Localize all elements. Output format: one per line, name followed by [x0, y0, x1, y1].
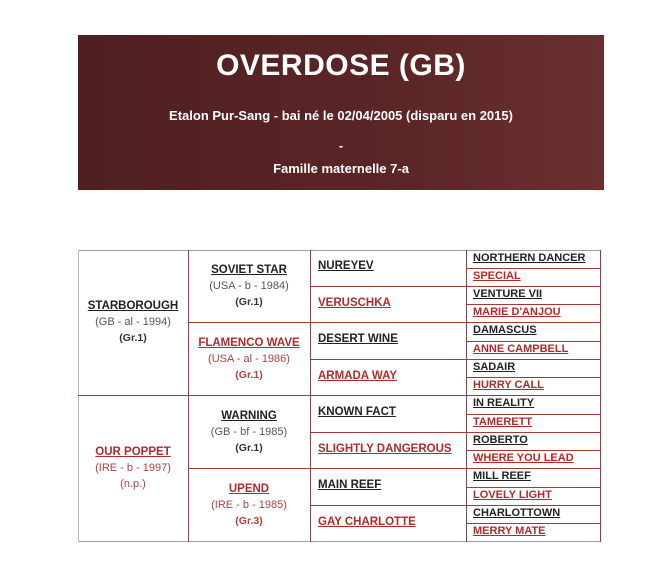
row-divider-q1 [188, 322, 601, 323]
dam-info: (IRE - b - 1997) [95, 462, 171, 474]
gen4-ancestor-14[interactable]: LOVELY LIGHT [473, 489, 552, 501]
gen4-ancestor-15[interactable]: CHARLOTTOWN [473, 507, 561, 519]
gen4-ancestor-16[interactable]: MERRY MATE [473, 525, 546, 537]
sire-name[interactable]: STARBOROUGH [87, 300, 179, 312]
gen4-ancestor-12[interactable]: WHERE YOU LEAD [473, 452, 574, 464]
gen3-ancestor-2[interactable]: VERUSCHKA [318, 297, 391, 309]
col-divider-3 [466, 250, 467, 542]
gen4-ancestor-2[interactable]: SPECIAL [473, 270, 521, 282]
gen3-ancestor-7[interactable]: MAIN REEF [318, 479, 382, 491]
gen4-ancestor-1[interactable]: NORTHERN DANCER [473, 252, 586, 264]
gen4-ancestor-13[interactable]: MILL REEF [473, 470, 531, 482]
dam-dam-cell [188, 481, 310, 529]
dam-grade: (n.p.) [120, 478, 146, 490]
sire-cell [78, 298, 188, 346]
dam-dam-name[interactable]: UPEND [228, 483, 270, 495]
top-border [78, 250, 601, 251]
dam-sire-info: (GB - bf - 1985) [210, 426, 288, 438]
row-divider-s1 [466, 268, 601, 269]
sire-info: (GB - al - 1994) [95, 316, 171, 328]
sire-dam-cell [188, 335, 310, 383]
header-banner [78, 35, 604, 190]
gen4-ancestor-3[interactable]: VENTURE VII [473, 288, 543, 300]
separator: - [338, 138, 344, 153]
sire-dam-info: (USA - al - 1986) [208, 353, 290, 365]
gen3-ancestor-3[interactable]: DESERT WINE [318, 333, 398, 345]
dam-sire-cell [188, 408, 310, 456]
bottom-border [78, 541, 601, 542]
sire-grade: (Gr.1) [119, 332, 147, 344]
page-title: OVERDOSE (GB) [216, 49, 466, 82]
row-divider-q3 [188, 468, 601, 469]
row-divider-s5 [466, 341, 601, 342]
gen4-ancestor-6[interactable]: ANNE CAMPBELL [473, 343, 569, 355]
gen3-ancestor-6[interactable]: SLIGHTLY DANGEROUS [318, 443, 452, 455]
dam-sire-name[interactable]: WARNING [221, 410, 277, 422]
row-divider-s9 [466, 414, 601, 415]
dam-cell [78, 444, 188, 492]
gen4-ancestor-5[interactable]: DAMASCUS [473, 324, 537, 336]
sire-sire-grade: (Gr.1) [235, 296, 263, 308]
sire-dam-grade: (Gr.1) [235, 369, 263, 381]
horse-description: Etalon Pur-Sang - bai né le 02/04/2005 (disparu en 2015) [169, 108, 513, 123]
row-divider-half [78, 395, 601, 396]
sire-dam-name[interactable]: FLAMENCO WAVE [198, 337, 300, 349]
row-divider-s7 [466, 377, 601, 378]
dam-dam-info: (IRE - b - 1985) [211, 499, 287, 511]
maternal-family: Famille maternelle 7-a [273, 161, 409, 176]
col-divider-2 [310, 250, 311, 542]
gen4-ancestor-7[interactable]: SADAIR [473, 361, 516, 373]
gen4-ancestor-11[interactable]: ROBERTO [473, 434, 528, 446]
sire-sire-info: (USA - b - 1984) [209, 280, 289, 292]
pedigree-table [78, 250, 601, 542]
gen3-ancestor-4[interactable]: ARMADA WAY [318, 370, 398, 382]
gen4-ancestor-10[interactable]: TAMERETT [473, 416, 533, 428]
row-divider-e5 [310, 432, 601, 433]
sire-sire-cell [188, 262, 310, 310]
gen3-ancestor-8[interactable]: GAY CHARLOTTE [318, 516, 416, 528]
row-divider-s3 [466, 304, 601, 305]
gen4-ancestor-8[interactable]: HURRY CALL [473, 379, 544, 391]
dam-dam-grade: (Gr.3) [235, 515, 263, 527]
gen3-ancestor-5[interactable]: KNOWN FACT [318, 406, 396, 418]
gen3-ancestor-1[interactable]: NUREYEV [318, 260, 374, 272]
row-divider-e7 [310, 505, 601, 506]
dam-sire-grade: (Gr.1) [235, 442, 263, 454]
row-divider-e1 [310, 286, 601, 287]
dam-name[interactable]: OUR POPPET [95, 446, 171, 458]
left-border [78, 250, 79, 542]
sire-sire-name[interactable]: SOVIET STAR [211, 264, 287, 276]
row-divider-s13 [466, 487, 601, 488]
gen4-ancestor-9[interactable]: IN REALITY [473, 397, 535, 409]
row-divider-s15 [466, 523, 601, 524]
row-divider-s11 [466, 450, 601, 451]
gen4-ancestor-4[interactable]: MARIE D'ANJOU [473, 306, 561, 318]
row-divider-e3 [310, 359, 601, 360]
